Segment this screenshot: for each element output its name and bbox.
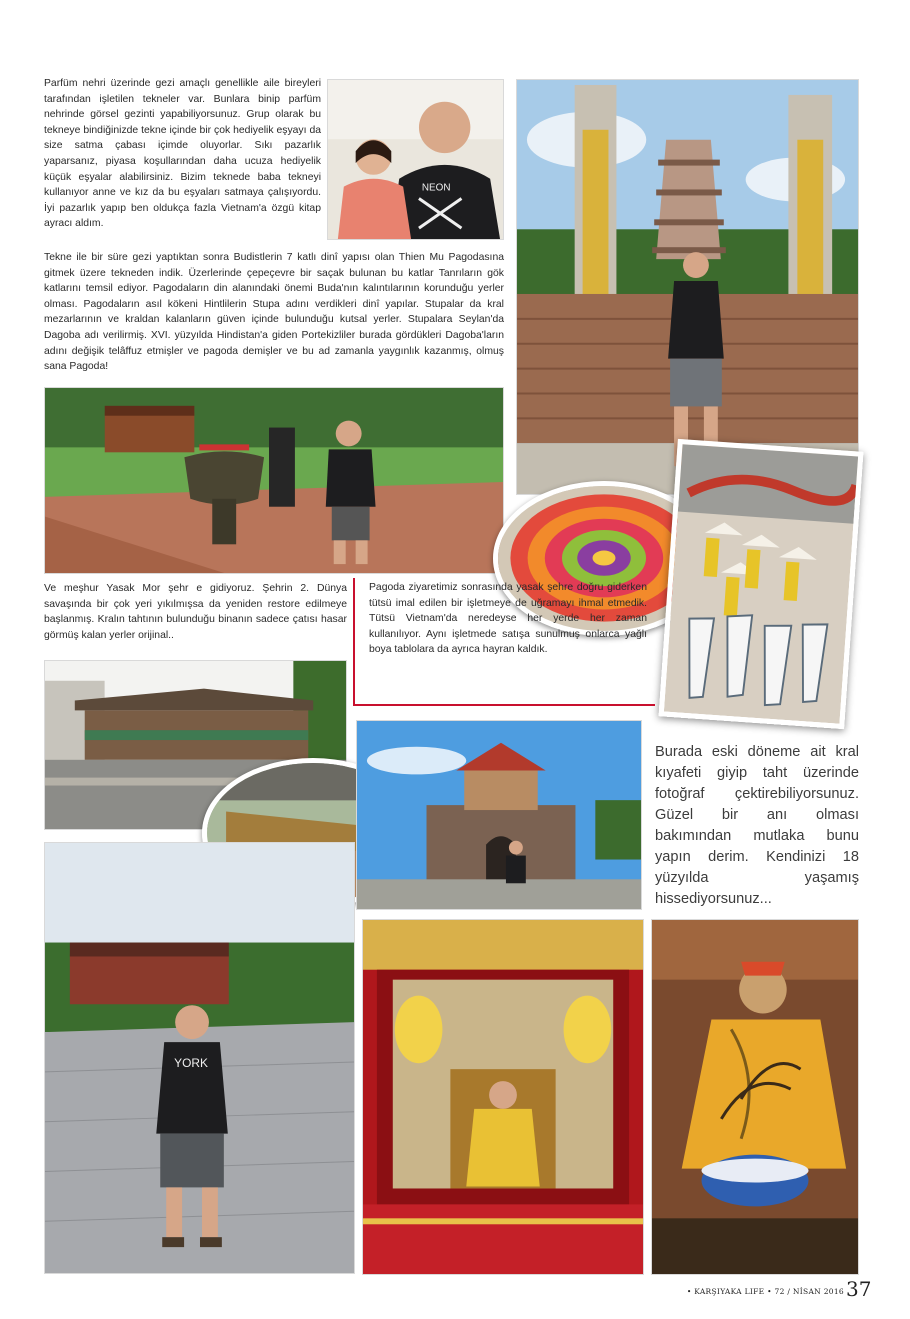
footer-issue: 72 [774,1287,785,1296]
paragraph-thien-mu-pagoda: Tekne ile bir süre gezi yaptıktan sonra Budistlerin 7 katlı dinî yapısı olan Thien Mu Pagodasına gitmek üzere tekneden indik. Üzerlerinde çepeçevre bir saçak bulunan bu katlar Tanrıların gök katlarını temsil ediyor. Pagodaların din alanındaki önemi Buda'nın kalıntılarının korunduğu yerler olması. Pagodaların asıl kökeni Hintlilerin Stupa adını verdikleri dinî yapılar. Stupalar da kral mezarlarının ve kraldan kalanların güven içinde bulunduğu kutsal yerler. Stupalara Seylan'da Dagoba adı verilirmiş. XVI. yüzyılda Hindistan'a giden Portekizliler burada gördükleri Dagoba'ların adını değişik telâffuz etmişler ve pagoda demişler ve bu ad zamanla yaygınlık kazanmış, olmuş sana Pagoda! [44,252,504,373]
photo-incense-burner-courtyard [44,387,504,574]
incense-workshop-box [353,578,655,706]
page-number: 37 [846,1277,872,1301]
shirt-york-text: YORK [174,1055,208,1070]
footer-date: NİSAN 2016 [792,1287,844,1296]
photo-citadel-gate [356,720,642,910]
photo-man-on-bridge [44,842,355,1274]
footer-magazine: • KARŞIYAKA LIFE • [686,1287,772,1296]
callout-royal-costume: Burada eski döneme ait kral kıyafeti giyip taht üzerinde fotoğraf çektirebiliyorsunuz. Güzel bir anı olması bakımından mutlaka bunu yapın derim. Kendinizi 18 yüzyılda yaşamış hissediyorsunuz... [655,744,859,907]
paragraph-boat-tour: Parfüm nehri üzerinde gezi amaçlı genellikle aile bireyleri tarafından işletilen tekneler var. Bunlara binip parfüm nehrinde görsel gezinti yapabiliyorsunuz. Grup olarak bu tekneye bindiğinizde tekne içinde bir çok hediyelik eşyayı da size satma çabası içimde oluyorlar. Sıkı pazarlık yaparsanız, piyasa koşullarından daha ucuza hediyelik küçük eşyalar alabilirsiniz. Bizim teknede baba tekneyi kullanıyor anne ve kız da bu eşyaları satmaya çalışıyordu. İyi pazarlık yapıp ben oldukça fazla Vietnam'a özgü kitap ayracı aldım. [44,78,321,230]
footer-magazine-info: • KARŞIYAKA LIFE • 72 / NİSAN 2016 [686,1287,844,1296]
paragraph-forbidden-city: Ve meşhur Yasak Mor şehr e gidiyoruz. Şehrin 2. Dünya savaşında bir çok yeri yıkılmışsa da yeniden restore edilmeye başlanmış. Kralın tahtının bulunduğu binanın sadece çatısı hasar görmüş kalan yerler orijinal.. [44,583,347,641]
photo-couple-on-boat [327,79,504,240]
photo-royal-costume-bonsai [651,919,859,1275]
paragraph-incense-workshop: Pagoda ziyaretimiz sonrasında yasak şehre doğru giderken tütsü imal edilen bir işletmeye de uğramayı ihmal etmedik. Tütsü Vietnam'da neredeyse her yerde her zaman kullanılıyor. Aynı işletmede satışa sunulmuş onlarca yağlı boya tablolara da ayrıca hayran kaldık. [369,582,647,656]
photo-oil-painting-boats [659,439,864,729]
photo-throne-king-costume [362,919,644,1275]
shirt-neon-text: NEON [421,182,451,194]
photo-thien-mu-pagoda [516,79,859,495]
